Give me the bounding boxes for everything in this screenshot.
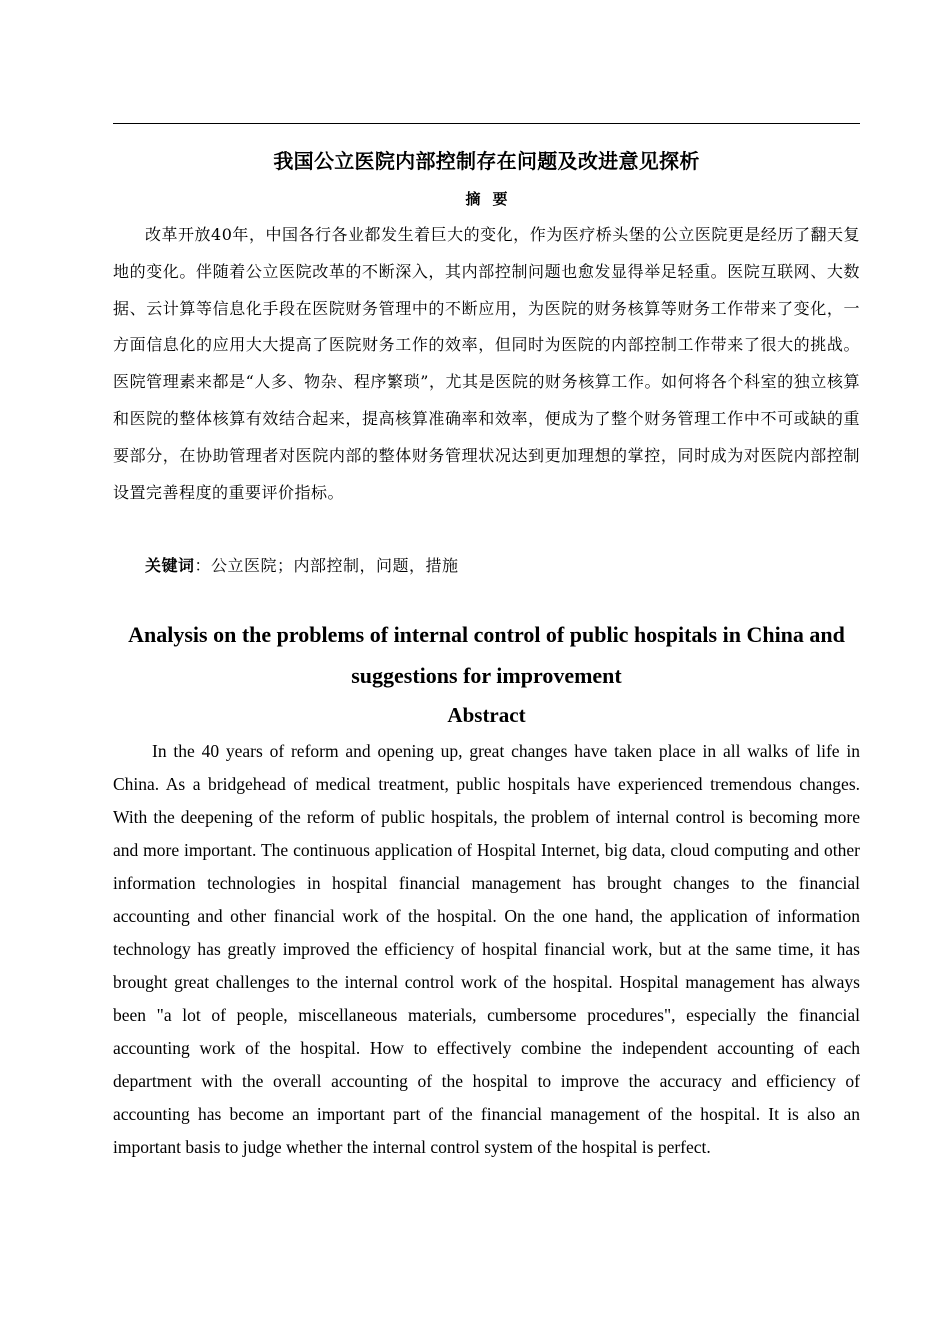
english-title: Analysis on the problems of internal control of public hospitals in China and suggestions for improvement bbox=[128, 622, 845, 688]
keywords-separator: ： bbox=[194, 556, 212, 575]
chinese-title: 我国公立医院内部控制存在问题及改进意见探析 bbox=[273, 149, 700, 173]
chinese-keywords bbox=[113, 551, 860, 581]
chinese-abstract-heading: 摘要 bbox=[465, 190, 520, 208]
keywords-label: 关键词 bbox=[145, 556, 195, 575]
english-abstract-heading: Abstract bbox=[447, 703, 526, 727]
chinese-abstract-body: 改革开放40年，中国各行各业都发生着巨大的变化，作为医疗桥头堡的公立医院更是经历了翻天复地的变化。伴随着公立医院改革的不断深入，其内部控制问题也愈发显得举足轻重。医院互联网、大数据、云计算等信息化手段在医院财务管理中的不断应用，为医院的财务核算等财务工作带来了变化，一方面信息化的应用大大提高了医院财务工作的效率，但同时为医院的内部控制工作带来了很大的挑战。医院管理素来都是“人多、物杂、程序繁琐”，尤其是医院的财务核算工作。如何将各个科室的独立核算和医院的整体核算有效结合起来，提高核算准确率和效率，便成为了整个财务管理工作中不可或缺的重要部分，在协助管理者对医院内部的整体财务管理状况达到更加理想的掌控，同时成为对医院内部控制设置完善程度的重要评价指标。 bbox=[113, 225, 860, 502]
header-rule bbox=[113, 123, 860, 124]
keywords-list: 公立医院；内部控制，问题，措施 bbox=[211, 556, 459, 575]
english-abstract-body: In the 40 years of reform and opening up, great changes have taken place in all walks of life in China. As a bridgehead of medical treatment, public hospitals have experienced tremendous changes. With the deepening of the reform of public hospitals, the problem of internal control is becoming more and more important. The continuous application of Hospital Internet, big data, cloud computing and other information technologies in hospital financial management has brought changes to the financial accounting and other financial work of the hospital. On the one hand, the application of information technology has greatly improved the efficiency of hospital financial work, but at the same time, it has brought great challenges to the internal control work of the hospital. Hospital management has always been "a lot of people, miscellaneous materials, cumbersome procedures", especially the financial accounting work of the hospital. How to effectively combine the independent accounting of each department with the overall accounting of the hospital to improve the accuracy and efficiency of accounting has become an important part of the financial management of the hospital. It is also an important basis to judge whether the internal control system of the hospital is perfect. bbox=[113, 741, 860, 1157]
